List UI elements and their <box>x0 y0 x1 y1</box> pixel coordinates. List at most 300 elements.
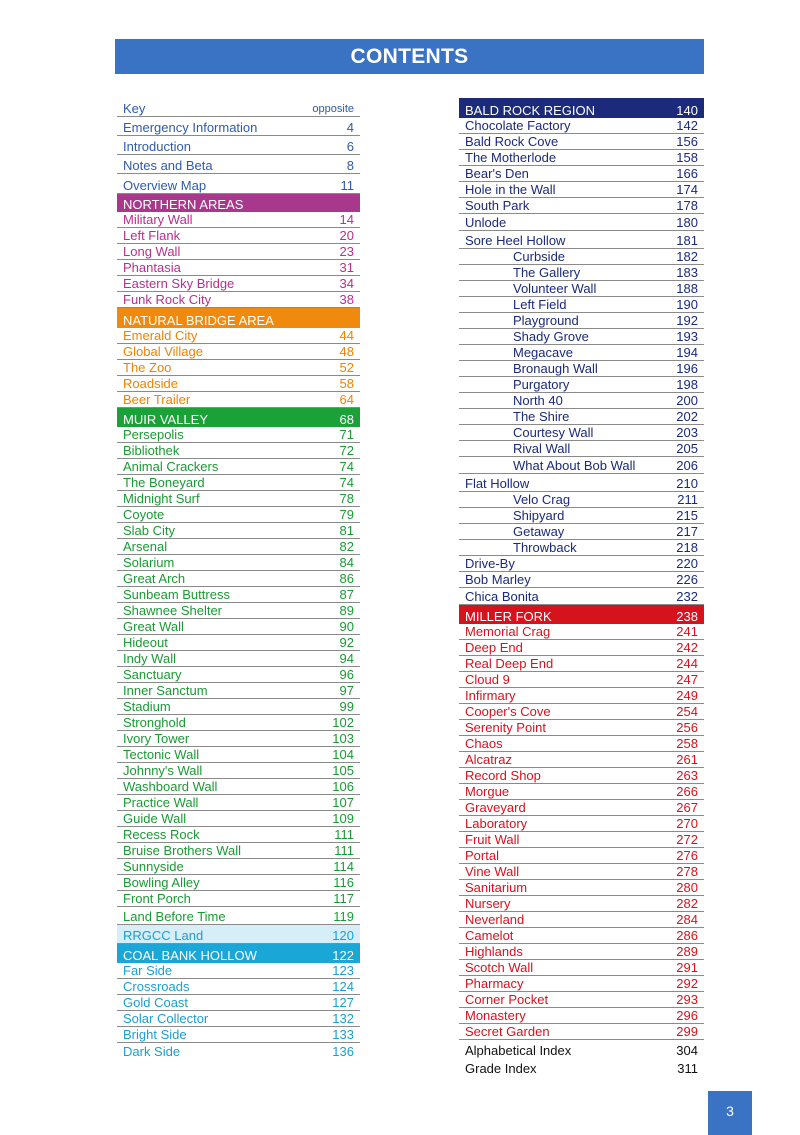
entry-page: 4 <box>346 120 354 135</box>
toc-entry-grade-index[interactable] <box>459 1058 704 1076</box>
toc-entry-the-shire[interactable] <box>459 409 704 425</box>
entry-name: Bald Rock Cove <box>465 134 559 149</box>
toc-entry-real-deep-end[interactable] <box>459 656 704 672</box>
toc-entry-courtesy-wall[interactable] <box>459 425 704 441</box>
entry-name: Stadium <box>123 699 171 714</box>
entry-name: Bruise Brothers Wall <box>123 843 241 858</box>
toc-entry-key[interactable] <box>117 96 360 117</box>
toc-entry-sunbeam-buttress[interactable] <box>117 587 360 603</box>
toc-entry-graveyard[interactable] <box>459 800 704 816</box>
entry-name: Dark Side <box>123 1044 181 1059</box>
contents-title: CONTENTS <box>115 39 704 74</box>
entry-name: Drive-By <box>465 556 515 571</box>
toc-entry-emerald-city[interactable] <box>117 328 360 344</box>
toc-entry-vine-wall[interactable] <box>459 864 704 880</box>
toc-entry-johnny-s-wall[interactable] <box>117 763 360 779</box>
toc-entry-getaway[interactable] <box>459 524 704 540</box>
toc-entry-bruise-brothers-wall[interactable] <box>117 843 360 859</box>
toc-entry-washboard-wall[interactable] <box>117 779 360 795</box>
entry-name: Camelot <box>465 928 514 943</box>
toc-entry-left-field[interactable] <box>459 297 704 313</box>
toc-entry-long-wall[interactable] <box>117 244 360 260</box>
entry-page: 254 <box>676 704 698 719</box>
entry-name: COAL BANK HOLLOW <box>123 948 257 963</box>
entry-name: Curbside <box>513 249 566 264</box>
entry-name: Bear's Den <box>465 166 529 181</box>
entry-page: 244 <box>676 656 698 671</box>
toc-entry-solarium[interactable] <box>117 555 360 571</box>
toc-entry-hole-in-the-wall[interactable] <box>459 182 704 198</box>
entry-name: Purgatory <box>513 377 570 392</box>
entry-page: 284 <box>676 912 698 927</box>
toc-entry-cloud-9[interactable] <box>459 672 704 688</box>
toc-entry-morgue[interactable] <box>459 784 704 800</box>
toc-entry-flat-hollow[interactable] <box>459 474 704 492</box>
toc-entry-secret-garden[interactable] <box>459 1024 704 1040</box>
toc-entry-phantasia[interactable] <box>117 260 360 276</box>
entry-page: 81 <box>339 523 354 538</box>
entry-name: Laboratory <box>465 816 528 831</box>
section-header-natural-bridge-area <box>117 308 360 328</box>
entry-page: 270 <box>676 816 698 831</box>
entry-name: Long Wall <box>123 244 181 259</box>
entry-name: Serenity Point <box>465 720 546 735</box>
entry-name: Sore Heel Hollow <box>465 233 566 248</box>
toc-entry-highlands[interactable] <box>459 944 704 960</box>
toc-entry-what-about-bob-wall[interactable] <box>459 457 704 474</box>
toc-entry-record-shop[interactable] <box>459 768 704 784</box>
entry-name: Monastery <box>465 1008 526 1023</box>
entry-name: Ivory Tower <box>123 731 190 746</box>
entry-name: Vine Wall <box>465 864 520 879</box>
toc-entry-the-motherlode[interactable] <box>459 150 704 166</box>
entry-page: 123 <box>332 963 354 978</box>
entry-page: 181 <box>676 233 698 248</box>
toc-entry-guide-wall[interactable] <box>117 811 360 827</box>
entry-page: 289 <box>676 944 698 959</box>
entry-page: 58 <box>339 376 354 391</box>
toc-entry-infirmary[interactable] <box>459 688 704 704</box>
entry-name: North 40 <box>513 393 563 408</box>
entry-page: 217 <box>676 524 698 539</box>
entry-page: 96 <box>339 667 354 682</box>
toc-entry-scotch-wall[interactable] <box>459 960 704 976</box>
toc-entry-portal[interactable] <box>459 848 704 864</box>
entry-page: 256 <box>676 720 698 735</box>
toc-entry-neverland[interactable] <box>459 912 704 928</box>
toc-entry-bright-side[interactable] <box>117 1027 360 1043</box>
entry-name: Corner Pocket <box>465 992 549 1007</box>
entry-page: 215 <box>676 508 698 523</box>
toc-entry-playground[interactable] <box>459 313 704 329</box>
entry-name: Neverland <box>465 912 525 927</box>
entry-page: 90 <box>339 619 354 634</box>
toc-entry-sanctuary[interactable] <box>117 667 360 683</box>
entry-page: 72 <box>339 443 354 458</box>
entry-page: 220 <box>676 556 698 571</box>
entry-name: Sanitarium <box>465 880 528 895</box>
entry-name: Phantasia <box>123 260 181 275</box>
toc-entry-ivory-tower[interactable] <box>117 731 360 747</box>
toc-entry-camelot[interactable] <box>459 928 704 944</box>
entry-page: 238 <box>676 609 698 624</box>
entry-name: Getaway <box>513 524 565 539</box>
entry-name: Morgue <box>465 784 510 799</box>
entry-page: 218 <box>676 540 698 555</box>
toc-entry-pharmacy[interactable] <box>459 976 704 992</box>
entry-name: Sanctuary <box>123 667 182 682</box>
toc-entry-dark-side[interactable] <box>117 1043 360 1059</box>
entry-name: Hole in the Wall <box>465 182 556 197</box>
toc-entry-stronghold[interactable] <box>117 715 360 731</box>
toc-entry-emergency-information[interactable] <box>117 117 360 136</box>
toc-entry-arsenal[interactable] <box>117 539 360 555</box>
entry-name: Memorial Crag <box>465 624 551 639</box>
toc-entry-practice-wall[interactable] <box>117 795 360 811</box>
entry-name: Bright Side <box>123 1027 187 1042</box>
entry-page: 31 <box>339 260 354 275</box>
toc-entry-shady-grove[interactable] <box>459 329 704 345</box>
entry-page: 107 <box>332 795 354 810</box>
entry-name: Land Before Time <box>123 909 226 924</box>
toc-entry-overview-map[interactable] <box>117 174 360 194</box>
entry-page: 202 <box>676 409 698 424</box>
entry-name: Midnight Surf <box>123 491 200 506</box>
entry-page: 14 <box>339 212 354 227</box>
toc-entry-great-wall[interactable] <box>117 619 360 635</box>
entry-page: 20 <box>339 228 354 243</box>
toc-entry-rival-wall[interactable] <box>459 441 704 457</box>
entry-name: Great Wall <box>123 619 184 634</box>
entry-name: Grade Index <box>465 1061 537 1076</box>
toc-entry-military-wall[interactable] <box>117 212 360 228</box>
entry-page: 102 <box>332 715 354 730</box>
toc-entry-purgatory[interactable] <box>459 377 704 393</box>
entry-page: 292 <box>676 976 698 991</box>
entry-name: Indy Wall <box>123 651 176 666</box>
entry-page: 183 <box>676 265 698 280</box>
entry-page: 192 <box>676 313 698 328</box>
toc-entry-alcatraz[interactable] <box>459 752 704 768</box>
toc-entry-bald-rock-cove[interactable] <box>459 134 704 150</box>
entry-page: 180 <box>676 215 698 230</box>
entry-page: 23 <box>339 244 354 259</box>
entry-name: Animal Crackers <box>123 459 219 474</box>
toc-entry-sanitarium[interactable] <box>459 880 704 896</box>
entry-page: 280 <box>676 880 698 895</box>
entry-name: Velo Crag <box>513 492 571 507</box>
entry-name: Shawnee Shelter <box>123 603 223 618</box>
toc-entry-eastern-sky-bridge[interactable] <box>117 276 360 292</box>
entry-name: Alcatraz <box>465 752 512 767</box>
section-header-muir-valley <box>117 408 360 427</box>
entry-page: 120 <box>332 928 354 943</box>
entry-name: Emergency Information <box>123 120 258 135</box>
entry-name: Highlands <box>465 944 523 959</box>
entry-name: Guide Wall <box>123 811 187 826</box>
entry-page: 89 <box>339 603 354 618</box>
toc-entry-slab-city[interactable] <box>117 523 360 539</box>
entry-name: Portal <box>465 848 499 863</box>
toc-entry-front-porch[interactable] <box>117 891 360 907</box>
entry-name: Persepolis <box>123 427 184 442</box>
entry-name: Coyote <box>123 507 165 522</box>
entry-page: 206 <box>676 458 698 473</box>
toc-entry-great-arch[interactable] <box>117 571 360 587</box>
entry-name: NATURAL BRIDGE AREA <box>123 313 274 328</box>
toc-entry-recess-rock[interactable] <box>117 827 360 843</box>
entry-name: Far Side <box>123 963 173 978</box>
entry-page: 276 <box>676 848 698 863</box>
toc-entry-hideout[interactable] <box>117 635 360 651</box>
entry-name: Hideout <box>123 635 168 650</box>
toc-right-column <box>459 98 704 1076</box>
entry-name: BALD ROCK REGION <box>465 103 596 118</box>
entry-page: 293 <box>676 992 698 1007</box>
entry-page: 64 <box>339 392 354 407</box>
entry-page: 11 <box>340 178 354 193</box>
entry-name: Key <box>123 101 146 116</box>
entry-page: 210 <box>676 476 698 491</box>
entry-name: Beer Trailer <box>123 392 191 407</box>
entry-page: 158 <box>676 150 698 165</box>
section-header-northern-areas <box>117 194 360 212</box>
toc-entry-volunteer-wall[interactable] <box>459 281 704 297</box>
toc-entry-left-flank[interactable] <box>117 228 360 244</box>
entry-page: 226 <box>676 572 698 587</box>
toc-entry-curbside[interactable] <box>459 249 704 265</box>
toc-left-column <box>117 96 360 1059</box>
entry-name: Pharmacy <box>465 976 524 991</box>
toc-entry-the-boneyard[interactable] <box>117 475 360 491</box>
entry-name: Alphabetical Index <box>465 1043 572 1058</box>
entry-page: 241 <box>676 624 698 639</box>
toc-entry-stadium[interactable] <box>117 699 360 715</box>
entry-page: 247 <box>676 672 698 687</box>
entry-name: Eastern Sky Bridge <box>123 276 235 291</box>
toc-entry-south-park[interactable] <box>459 198 704 214</box>
entry-page: 52 <box>339 360 354 375</box>
toc-entry-north-40[interactable] <box>459 393 704 409</box>
toc-entry-bear-s-den[interactable] <box>459 166 704 182</box>
toc-entry-beer-trailer[interactable] <box>117 392 360 408</box>
entry-page: 182 <box>676 249 698 264</box>
entry-page: 278 <box>676 864 698 879</box>
entry-page: 205 <box>676 441 698 456</box>
toc-entry-sore-heel-hollow[interactable] <box>459 231 704 249</box>
toc-entry-persepolis[interactable] <box>117 427 360 443</box>
entry-page: 178 <box>676 198 698 213</box>
toc-entry-sunnyside[interactable] <box>117 859 360 875</box>
entry-page: 211 <box>677 492 698 507</box>
entry-page: 117 <box>333 891 354 906</box>
entry-page: 196 <box>676 361 698 376</box>
entry-page: 8 <box>346 158 354 173</box>
toc-entry-rrgcc-land[interactable] <box>117 925 360 944</box>
toc-entry-bronaugh-wall[interactable] <box>459 361 704 377</box>
section-header-miller-fork <box>459 605 704 624</box>
entry-name: Flat Hollow <box>465 476 530 491</box>
entry-name: Fruit Wall <box>465 832 520 847</box>
entry-page: 193 <box>676 329 698 344</box>
entry-page: 190 <box>676 297 698 312</box>
entry-page: 78 <box>339 491 354 506</box>
toc-entry-far-side[interactable] <box>117 963 360 979</box>
toc-entry-cooper-s-cove[interactable] <box>459 704 704 720</box>
entry-name: MUIR VALLEY <box>123 412 209 427</box>
toc-entry-laboratory[interactable] <box>459 816 704 832</box>
entry-page: 140 <box>676 103 698 118</box>
entry-page: 94 <box>339 651 354 666</box>
toc-entry-land-before-time[interactable] <box>117 907 360 925</box>
entry-page: 136 <box>332 1044 354 1059</box>
entry-page: 291 <box>676 960 698 975</box>
entry-page: 261 <box>676 752 698 767</box>
toc-entry-bowling-alley[interactable] <box>117 875 360 891</box>
entry-name: RRGCC Land <box>123 928 204 943</box>
entry-name: NORTHERN AREAS <box>123 197 244 212</box>
entry-name: Record Shop <box>465 768 541 783</box>
entry-name: Chica Bonita <box>465 589 539 604</box>
entry-page: 71 <box>339 427 354 442</box>
entry-page: 311 <box>677 1061 698 1076</box>
toc-entry-midnight-surf[interactable] <box>117 491 360 507</box>
toc-entry-nursery[interactable] <box>459 896 704 912</box>
toc-entry-bibliothek[interactable] <box>117 443 360 459</box>
entry-page: 111 <box>334 827 354 842</box>
toc-entry-funk-rock-city[interactable] <box>117 292 360 308</box>
toc-entry-shipyard[interactable] <box>459 508 704 524</box>
entry-page: 114 <box>333 859 354 874</box>
toc-entry-solar-collector[interactable] <box>117 1011 360 1027</box>
entry-page: 282 <box>676 896 698 911</box>
entry-page: 86 <box>339 571 354 586</box>
entry-name: Left Flank <box>123 228 181 243</box>
entry-name: Rival Wall <box>513 441 571 456</box>
toc-entry-chaos[interactable] <box>459 736 704 752</box>
entry-name: Introduction <box>123 139 191 154</box>
toc-entry-alphabetical-index[interactable] <box>459 1040 704 1058</box>
entry-name: Gold Coast <box>123 995 189 1010</box>
entry-page: 92 <box>339 635 354 650</box>
toc-entry-introduction[interactable] <box>117 136 360 155</box>
entry-page: 286 <box>676 928 698 943</box>
entry-name: Bowling Alley <box>123 875 200 890</box>
entry-name: Solar Collector <box>123 1011 209 1026</box>
entry-name: Graveyard <box>465 800 526 815</box>
entry-page: 38 <box>339 292 354 307</box>
entry-page: 299 <box>676 1024 698 1039</box>
entry-page: 132 <box>332 1011 354 1026</box>
entry-name: Overview Map <box>123 178 207 193</box>
toc-entry-memorial-crag[interactable] <box>459 624 704 640</box>
entry-page: 232 <box>676 589 698 604</box>
entry-name: Funk Rock City <box>123 292 212 307</box>
toc-entry-fruit-wall[interactable] <box>459 832 704 848</box>
toc-entry-global-village[interactable] <box>117 344 360 360</box>
entry-name: Bob Marley <box>465 572 531 587</box>
entry-name: Nursery <box>465 896 511 911</box>
entry-name: Chaos <box>465 736 503 751</box>
toc-entry-the-gallery[interactable] <box>459 265 704 281</box>
toc-entry-crossroads[interactable] <box>117 979 360 995</box>
entry-page: 97 <box>339 683 354 698</box>
entry-page: 258 <box>676 736 698 751</box>
toc-entry-animal-crackers[interactable] <box>117 459 360 475</box>
entry-name: Roadside <box>123 376 178 391</box>
entry-page: 104 <box>332 747 354 762</box>
toc-entry-throwback[interactable] <box>459 540 704 556</box>
toc-entry-notes-and-beta[interactable] <box>117 155 360 174</box>
toc-entry-megacave[interactable] <box>459 345 704 361</box>
entry-name: What About Bob Wall <box>513 458 636 473</box>
entry-page: 99 <box>339 699 354 714</box>
entry-name: Real Deep End <box>465 656 554 671</box>
toc-entry-drive-by[interactable] <box>459 556 704 572</box>
entry-name: The Zoo <box>123 360 172 375</box>
toc-entry-tectonic-wall[interactable] <box>117 747 360 763</box>
toc-entry-indy-wall[interactable] <box>117 651 360 667</box>
entry-name: Sunbeam Buttress <box>123 587 230 602</box>
toc-entry-monastery[interactable] <box>459 1008 704 1024</box>
entry-name: Inner Sanctum <box>123 683 208 698</box>
entry-page: 74 <box>339 459 354 474</box>
toc-entry-velo-crag[interactable] <box>459 492 704 508</box>
entry-name: Throwback <box>513 540 577 555</box>
toc-entry-serenity-point[interactable] <box>459 720 704 736</box>
entry-name: The Boneyard <box>123 475 205 490</box>
entry-name: Johnny's Wall <box>123 763 203 778</box>
entry-name: Cooper's Cove <box>465 704 551 719</box>
toc-entry-corner-pocket[interactable] <box>459 992 704 1008</box>
toc-entry-bob-marley[interactable] <box>459 572 704 588</box>
entry-page: 6 <box>346 139 354 154</box>
toc-entry-deep-end[interactable] <box>459 640 704 656</box>
entry-name: MILLER FORK <box>465 609 552 624</box>
entry-name: The Motherlode <box>465 150 557 165</box>
toc-entry-coyote[interactable] <box>117 507 360 523</box>
entry-name: Great Arch <box>123 571 186 586</box>
entry-page: 272 <box>676 832 698 847</box>
toc-entry-inner-sanctum[interactable] <box>117 683 360 699</box>
entry-name: Shady Grove <box>513 329 589 344</box>
toc-entry-the-zoo[interactable] <box>117 360 360 376</box>
entry-name: Volunteer Wall <box>513 281 597 296</box>
entry-page: 79 <box>339 507 354 522</box>
entry-page: 122 <box>332 948 354 963</box>
entry-page: 142 <box>676 118 698 133</box>
entry-page: 44 <box>339 328 354 343</box>
toc-entry-unlode[interactable] <box>459 214 704 231</box>
entry-page: 116 <box>333 875 354 890</box>
toc-entry-chocolate-factory[interactable] <box>459 118 704 134</box>
entry-name: South Park <box>465 198 530 213</box>
toc-entry-shawnee-shelter[interactable] <box>117 603 360 619</box>
entry-page: 174 <box>676 182 698 197</box>
entry-name: Bibliothek <box>123 443 180 458</box>
entry-name: Infirmary <box>465 688 516 703</box>
entry-name: Emerald City <box>123 328 198 343</box>
section-header-coal-bank-hollow <box>117 944 360 963</box>
entry-name: Tectonic Wall <box>123 747 200 762</box>
toc-entry-gold-coast[interactable] <box>117 995 360 1011</box>
entry-name: Scotch Wall <box>465 960 534 975</box>
entry-name: Solarium <box>123 555 175 570</box>
entry-name: The Gallery <box>513 265 581 280</box>
entry-name: Arsenal <box>123 539 168 554</box>
toc-entry-roadside[interactable] <box>117 376 360 392</box>
toc-entry-chica-bonita[interactable] <box>459 588 704 605</box>
